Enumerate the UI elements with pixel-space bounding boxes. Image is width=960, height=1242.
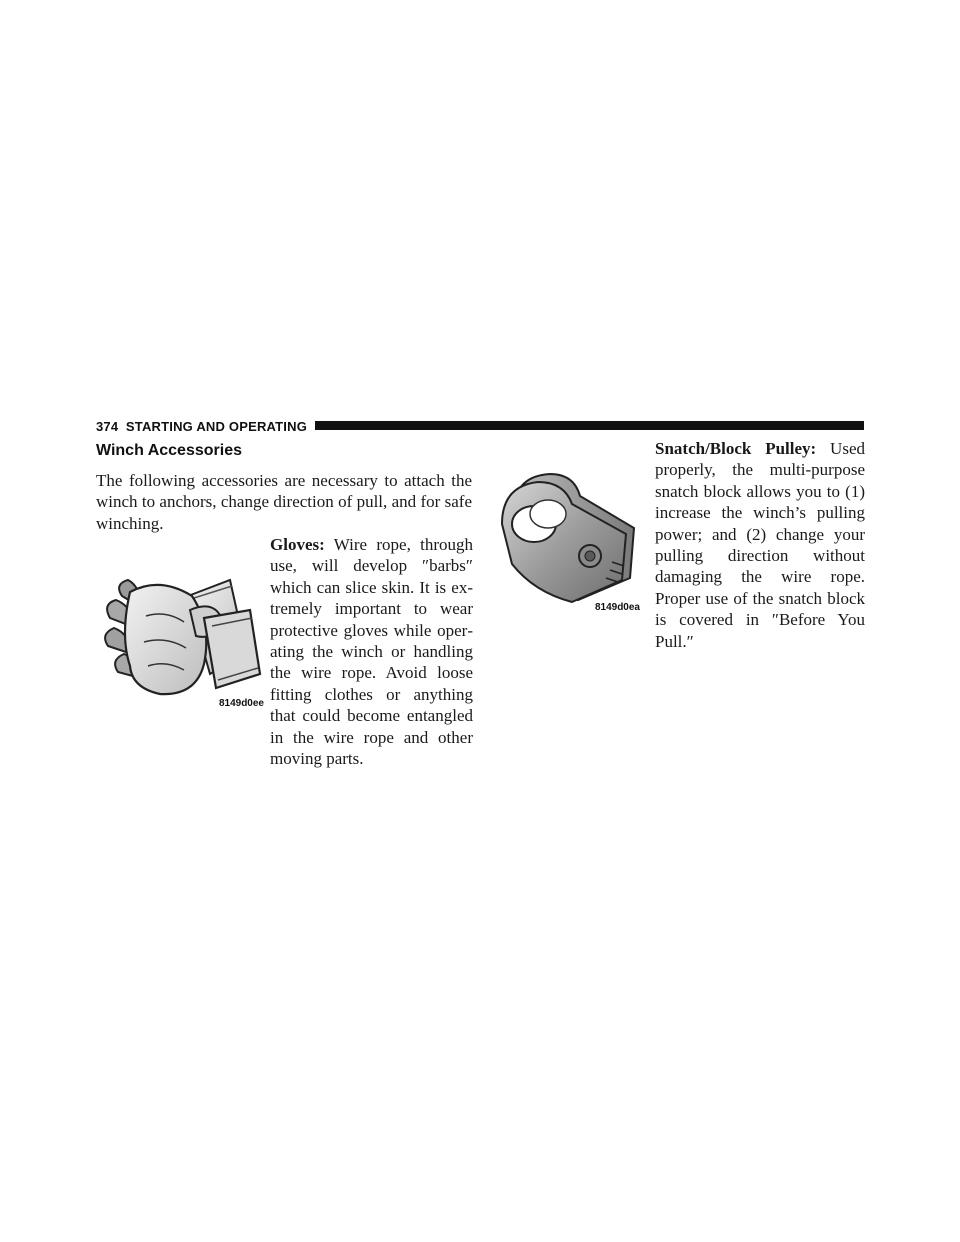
pulley-illustration [494,468,646,614]
pulley-text: Used properly, the multi-purpose snatch block allows you to (1) increase the winch’s pulling power; and (2) change your pulling direction without damaging the wire rope. Proper use of the snatch block is covered in ″Before You Pull.″ [655,439,865,651]
pulley-paragraph [655,438,865,652]
header-rule [306,421,864,430]
section-title: Winch Accessories [96,442,242,459]
section-name: STARTING AND OPERATING [125,419,308,434]
pulley-icon [494,468,646,614]
gloves-text: Wire rope, through use, will develop ″barbs″ which can slice skin. It is extremely important to wear protective gloves while operating the winch or handling the wire rope. Avoid loose fitting clothes or anything that could become entangled in the wire rope and other moving parts. [270,535,473,769]
gloves-label: Gloves: [270,535,325,554]
gloves-illustration [100,556,268,712]
gloves-paragraph [270,534,473,769]
pulley-label: Snatch/Block Pulley: [655,439,817,458]
gloves-icon [100,556,268,712]
header-text [96,419,315,435]
pulley-figure-code: 8149d0ea [594,602,640,613]
intro-paragraph: The following accessories are necessary to attach the winch to anchors, change direction of pull, and for safe winching. [96,471,472,533]
page-number: 374 [96,419,119,434]
gloves-figure-code: 8149d0ee [218,698,264,709]
page-header [96,419,864,435]
